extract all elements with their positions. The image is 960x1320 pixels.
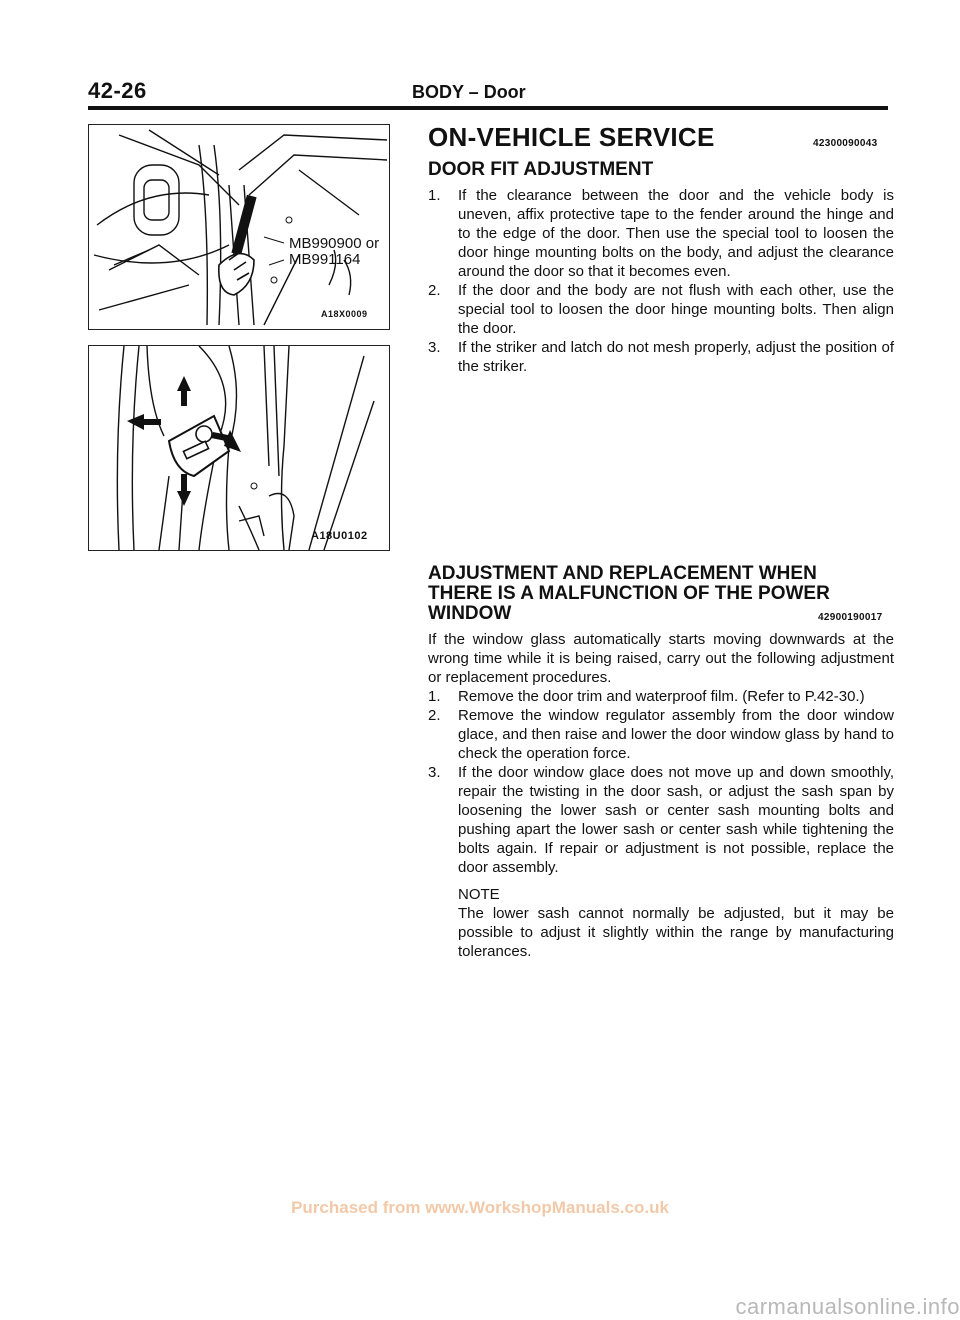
- purchased-from-note: Purchased from www.WorkshopManuals.co.uk: [291, 1198, 669, 1217]
- list-item: 1. If the clearance between the door and the vehicle body is uneven, affix protective tape to the fender around the hinge and to the edge of the door. Then use the special tool to loosen the door hinge mounting bolts on the body, and adjust the clearance around the door so that it becomes even.: [428, 187, 894, 280]
- list-item: 2. Remove the window regulator assembly from the door window glace, and then raise and lower the door window glass by hand to check the operation force.: [428, 707, 894, 762]
- tool-label-1: MB990900 or: [289, 235, 380, 252]
- section-code: 42900190017: [818, 612, 883, 623]
- subheading-door-fit-adjustment: DOOR FIT ADJUSTMENT: [428, 159, 654, 180]
- header-rule: [88, 106, 888, 110]
- power-window-procedure: [428, 630, 894, 961]
- tool-label-2: MB991164: [289, 251, 361, 268]
- striker-illustration: [89, 346, 389, 550]
- list-item: 3. If the door window glace does not move up and down smoothly, repair the twisting in the door sash, or adjust the sash span by loosening the lower sash or center sash mounting bolts and pushing apart the lower sash or center sash while tightening the bolts again. If repair or adjustment is not possible, replace the door assembly.: [428, 764, 894, 876]
- section-code: 42300090043: [813, 138, 878, 149]
- intro-paragraph: If the window glass automatically starts moving downwards at the wrong time while it is being raised, carry out the following adjustment or replacement procedures.: [428, 631, 894, 686]
- figure-striker-adjust: [88, 345, 390, 551]
- list-item: 2. If the door and the body are not flush with each other, use the special tool to loosen the door hinge mounting bolts. Then align the door.: [428, 282, 894, 337]
- door-hinge-illustration: [89, 125, 389, 329]
- page-title: BODY – Door: [412, 82, 526, 102]
- door-fit-steps: [428, 186, 894, 376]
- site-watermark: carmanualsonline.info: [735, 1294, 960, 1319]
- section-heading-on-vehicle-service: ON-VEHICLE SERVICE: [428, 122, 715, 152]
- list-item: 3. If the striker and latch do not mesh properly, adjust the position of the striker.: [428, 339, 894, 375]
- figure-code: A18U0102: [311, 530, 368, 542]
- page-number: 42-26: [88, 78, 147, 103]
- section-heading-power-window: ADJUSTMENT AND REPLACEMENT WHEN THERE IS A MALFUNCTION OF THE POWER WINDOW: [428, 563, 830, 624]
- figure-code: A18X0009: [321, 309, 368, 319]
- list-item: 1. Remove the door trim and waterproof film. (Refer to P.42-30.): [428, 688, 865, 705]
- figure-door-hinge-tool: [88, 124, 390, 330]
- note-text: The lower sash cannot normally be adjusted, but it may be possible to adjust it slightly within the range by manufacturing tolerances.: [458, 905, 894, 960]
- note-label: NOTE: [458, 886, 500, 903]
